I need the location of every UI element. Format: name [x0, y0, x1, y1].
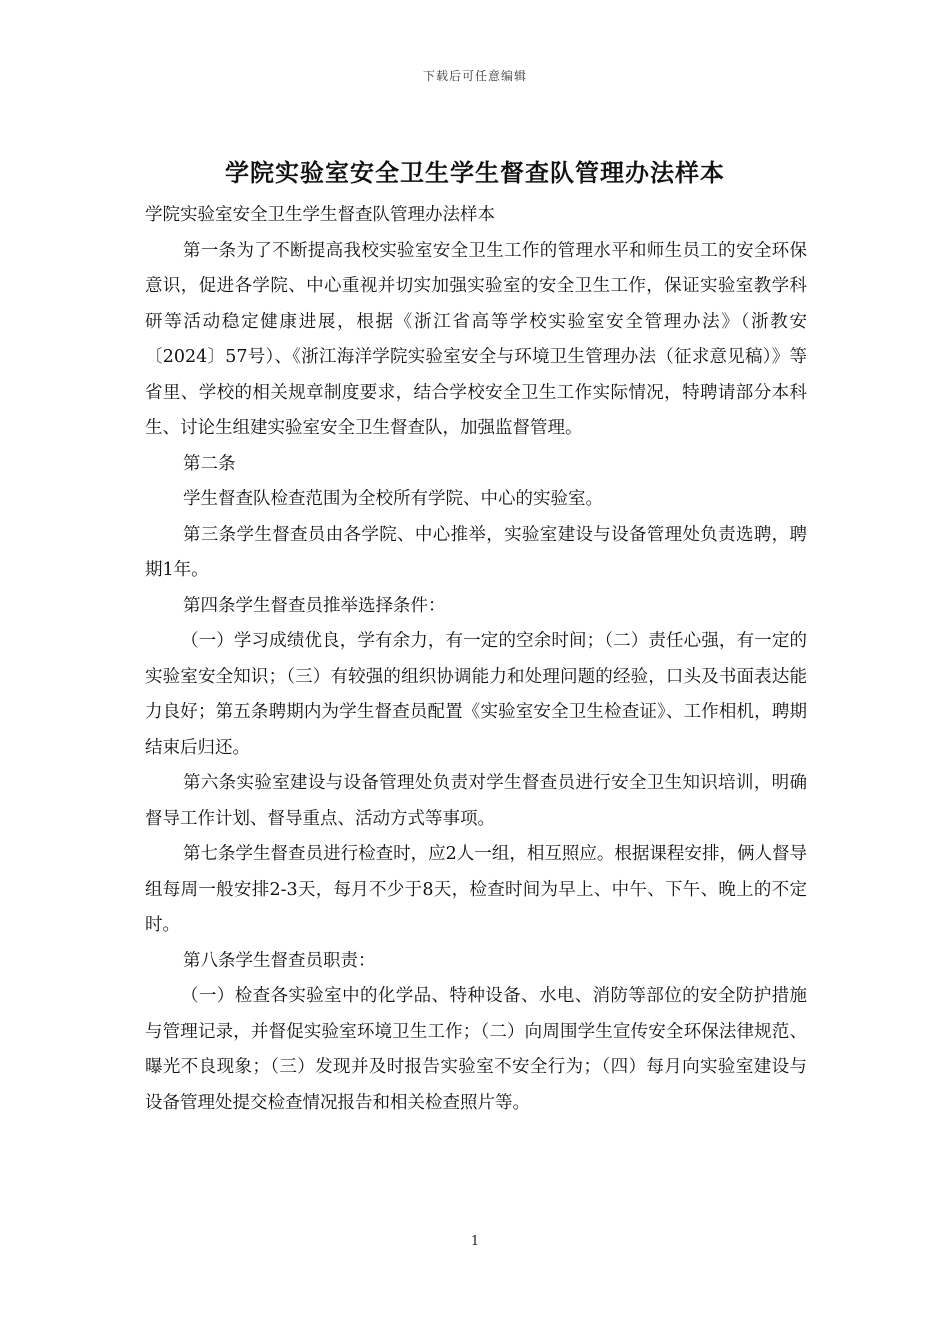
article-6-paragraph: 第六条实验室建设与设备管理处负责对学生督查员进行安全卫生知识培训，明确督导工作计划、督导重点、活动方式等事项。: [145, 773, 807, 829]
article-2-heading: 第二条: [183, 453, 236, 474]
article-1-paragraph: 第一条为了不断提高我校实验室安全卫生工作的管理水平和师生员工的安全环保意识，促进各学院、中心重视并切实加强实验室的安全卫生工作，保证实验室教学科研等活动稳定健康进展，根据《浙江省高等学校实验室安全管理办法》（浙教安〔2024〕57号）、《浙江海洋学院实验室安全与环境卫生管理办法（征求意见稿）》等省里、学校的相关规章制度要求，结合学校安全卫生工作实际情况，特聘请部分本科生、讨论生组建实验室安全卫生督查队，加强监督管理。: [145, 240, 807, 438]
article-7-paragraph: 第七条学生督查员进行检查时，应2人一组，相互照应。根据课程安排，俩人督导组每周一般安排2-3天，每月不少于8天，检查时间为早上、中午、下午、晚上的不定时。: [145, 844, 807, 935]
article-2-paragraph: 学生督查队检查范围为全校所有学院、中心的实验室。: [183, 489, 603, 509]
article-4-heading: 第四条学生督查员推举选择条件：: [183, 595, 446, 616]
document-subtitle: 学院实验室安全卫生学生督查队管理办法样本: [145, 205, 495, 225]
article-8-heading: 第八条学生督查员职责：: [183, 950, 376, 971]
header-note: 下载后可任意编辑: [422, 69, 527, 83]
article-4-conditions-paragraph: （一）学习成绩优良，学有余力，有一定的空余时间；（二）责任心强，有一定的实验室安全知识；（三）有较强的组织协调能力和处理问题的经验，口头及书面表达能力良好；第五条聘期内为学生督查员配置《实验室安全卫生检查证》、工作相机，聘期结束后归还。: [145, 631, 807, 758]
page-number: 1: [470, 1234, 480, 1249]
article-3-paragraph: 第三条学生督查员由各学院、中心推举，实验室建设与设备管理处负责选聘，聘期1年。: [145, 524, 807, 580]
document-body: [145, 198, 807, 1121]
document-title: 学院实验室安全卫生学生督查队管理办法样本: [225, 158, 725, 187]
article-8-duties-paragraph: （一）检查各实验室中的化学品、特种设备、水电、消防等部位的安全防护措施与管理记录，并督促实验室环境卫生工作；（二）向周围学生宣传安全环保法律规范、曝光不良现象；（三）发现并及时报告实验室不安全行为；（四）每月向实验室建设与设备管理处提交检查情况报告和相关检查照片等。: [145, 986, 807, 1113]
